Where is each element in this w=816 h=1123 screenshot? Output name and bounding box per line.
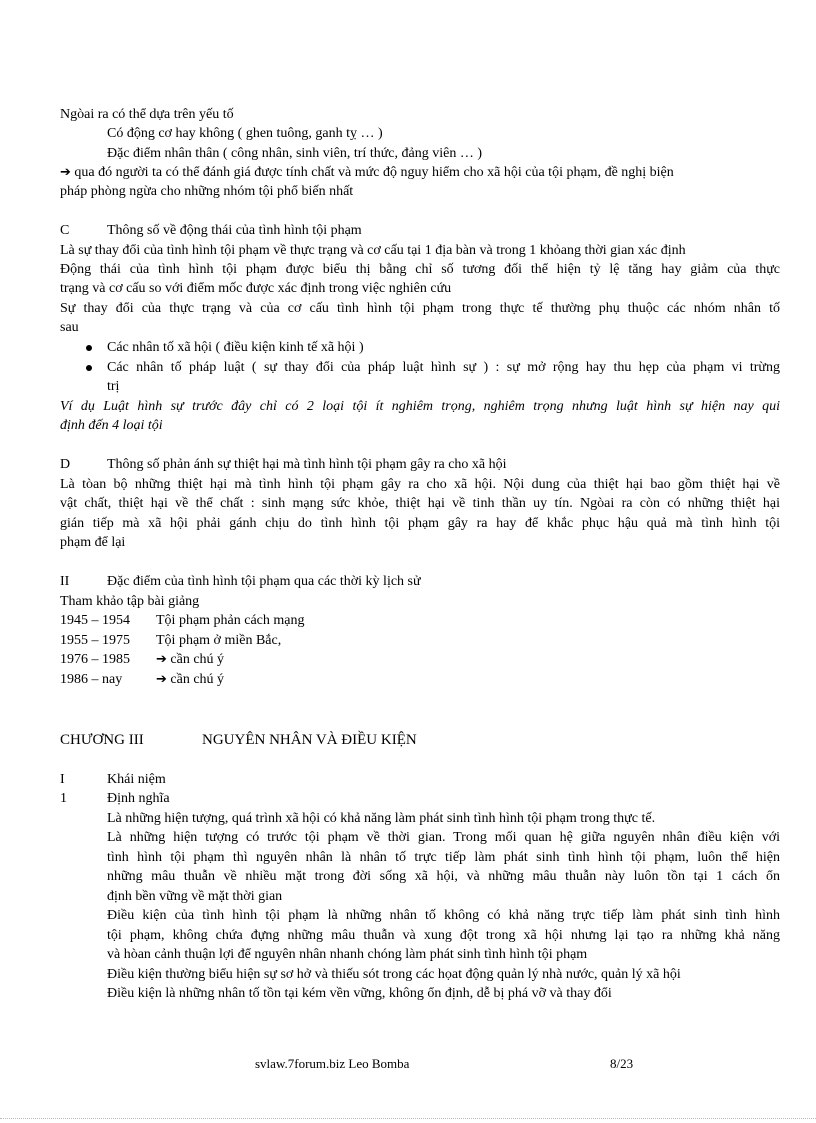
bullet-icon — [86, 365, 92, 371]
intro-line: Ngòai ra có thể dựa trên yếu tố — [60, 107, 234, 122]
example-text: Ví dụ Luật hình sự trước đây chỉ có 2 loại tội ít nghiêm trọng, nghiêm trọng nhưng luật hình sự hiện nay qui — [60, 399, 780, 414]
arrow-right-icon: ➔ — [156, 672, 167, 687]
section-c-para3-cont: sau — [60, 320, 79, 335]
period-years: 1976 – 1985 — [60, 652, 130, 667]
definition-line: và hòan cảnh thuận lợi để nguyên nhân nhanh chóng làm phát sinh tình hình tội phạm — [107, 947, 588, 962]
section-i-number: I — [60, 772, 65, 787]
bullet-item-social: Các nhân tố xã hội ( điều kiện kinh tế xã hội ) — [107, 340, 364, 355]
definition-line: Là những hiện tượng, quá trình xã hội có khả năng làm phát sinh tình hình tội phạm trong thực tế. — [107, 811, 656, 826]
section-ii-number: II — [60, 574, 70, 589]
section-d-para1-l3: gián tiếp mà xã hội phải gánh chịu do tình hình tội phạm gây ra hay để khắc phục hậu quả mà tình hình tội — [60, 516, 780, 531]
period-desc-text: cần chú ý — [170, 652, 225, 667]
definition-line: tình hình tội phạm thì nguyên nhân là nhân tố trực tiếp làm phát sinh tình hình tội phạm, luôn thể hiện — [107, 850, 780, 865]
section-d-para1-l2: vật chất, thiệt hại về thể chất : sinh mạng sức khỏe, thiệt hại về tinh thần uy tín. Ngòai ra còn có những thiệt hại — [60, 496, 780, 511]
intro-item-motive: Có động cơ hay không ( ghen tuông, ganh tỵ … ) — [107, 126, 383, 141]
section-c-heading: Thông số về động thái của tình hình tội phạm — [107, 223, 362, 238]
section-d-number: D — [60, 457, 71, 472]
section-ii-reference: Tham khảo tập bài giảng — [60, 594, 200, 609]
section-i-heading: Khái niệm — [107, 772, 166, 787]
period-desc: Tội phạm phản cách mạng — [156, 613, 305, 628]
period-years: 1945 – 1954 — [60, 613, 130, 628]
bullet-item-legal-cont: trị — [107, 379, 120, 394]
intro-conclusion-cont: pháp phòng ngừa cho những nhóm tội phổ biến nhất — [60, 184, 354, 199]
section-ii-heading: Đặc điểm của tình hình tội phạm qua các thời kỳ lịch sử — [107, 574, 421, 589]
section-c-para2-cont: trạng và cơ cấu so với điểm mốc được xác định trong việc nghiên cứu — [60, 281, 452, 296]
period-desc — [156, 671, 224, 689]
definition-line: những mâu thuẫn về nhiều mặt trong đời sống xã hội, và những mâu thuẫn này luôn tồn tại 1 cách ổn — [107, 869, 780, 884]
definition-line: Điều kiện thường biểu hiện sự sơ hở và thiếu sót trong các họat động quản lý nhà nước, quản lý xã hội — [107, 967, 681, 982]
period-desc — [156, 651, 224, 669]
section-d-para1-l4: phạm để lại — [60, 535, 126, 550]
definition-line: Điều kiện là những nhân tố tồn tại kém vền vững, không ổn định, dễ bị phá vỡ và thay đổi — [107, 986, 612, 1001]
example-text-cont: định đến 4 loại tội — [60, 418, 163, 433]
intro-conclusion — [60, 164, 674, 182]
period-years: 1955 – 1975 — [60, 633, 130, 648]
chapter-label: CHƯƠNG III — [60, 732, 144, 748]
section-c-para2: Động thái của tình hình tội phạm được biểu thị bằng chỉ số tương đối thể hiện tỷ lệ tăng hay giảm của thực — [60, 262, 780, 277]
section-c-para1: Là sự thay đổi của tình hình tội phạm về thực trạng và cơ cấu tại 1 địa bàn và trong 1 khỏang thời gian xác định — [60, 243, 686, 258]
definition-line: Là những hiện tượng có trước tội phạm về thời gian. Trong mối quan hệ giữa nguyên nhân điều kiện với — [107, 830, 780, 845]
footer-page-number: 8/23 — [610, 1056, 634, 1071]
section-d-heading: Thông số phản ánh sự thiệt hại mà tình hình tội phạm gây ra cho xã hội — [107, 457, 507, 472]
period-desc-text: cần chú ý — [170, 672, 225, 687]
section-c-number: C — [60, 223, 70, 238]
intro-item-identity: Đặc điểm nhân thân ( công nhân, sinh viên, trí thức, đảng viên … ) — [107, 146, 482, 161]
intro-conclusion-text: qua đó người ta có thể đánh giá được tính chất và mức độ nguy hiểm cho xã hội của tội phạm, đề nghị biện — [74, 165, 674, 180]
bullet-item-legal: Các nhân tố pháp luật ( sự thay đổi của pháp luật hình sự ) : sự mở rộng hay thu hẹp của phạm vi trừng — [107, 360, 780, 375]
subsection-heading: Định nghĩa — [107, 791, 170, 806]
section-c-para3: Sự thay đổi của thực trạng và của cơ cấu tình hình tội phạm trong thực tế thường phụ thuộc các nhóm nhân tố — [60, 301, 780, 316]
period-desc: Tội phạm ở miền Bắc, — [156, 633, 282, 648]
page-bottom-divider — [0, 1118, 816, 1119]
footer-source: svlaw.7forum.biz Leo Bomba — [255, 1056, 410, 1071]
subsection-number: 1 — [60, 791, 67, 806]
definition-line: định bền vững về mặt thời gian — [107, 889, 283, 904]
bullet-icon — [86, 345, 92, 351]
definition-line: Điều kiện của tình hình tội phạm là những nhân tố không có khả năng trực tiếp làm phát sinh tình hình — [107, 908, 780, 923]
chapter-title: NGUYÊN NHÂN VÀ ĐIỀU KIỆN — [202, 732, 417, 748]
arrow-right-icon: ➔ — [156, 652, 167, 667]
section-d-para1: Là tòan bộ những thiệt hại mà tình hình tội phạm gây ra cho xã hội. Nội dung của thiệt hại bao gồm thiệt hại về — [60, 477, 780, 492]
period-years: 1986 – nay — [60, 672, 123, 687]
arrow-right-icon: ➔ — [60, 165, 71, 180]
definition-line: tội phạm, không chứa đựng những mâu thuẫn và xung đột trong xã hội nhưng lại tạo ra những khả năng — [107, 928, 780, 943]
